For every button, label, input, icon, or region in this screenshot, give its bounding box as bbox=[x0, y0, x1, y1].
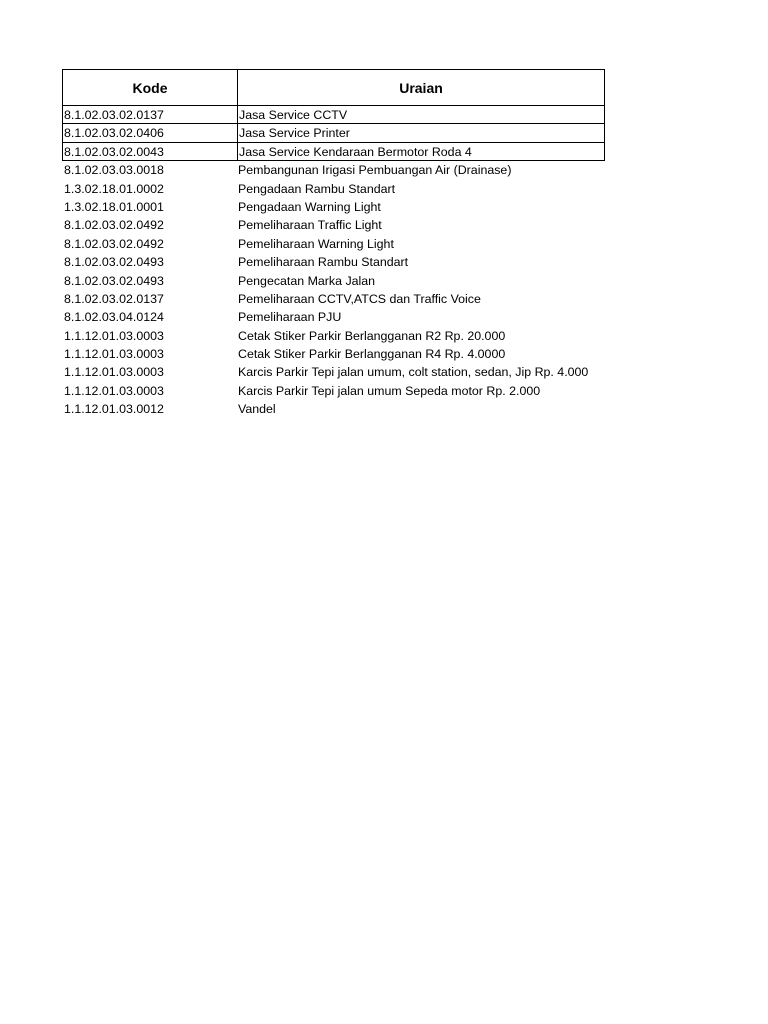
table-row bbox=[62, 106, 605, 124]
table-row bbox=[62, 327, 605, 345]
cell-kode[interactable]: 8.1.02.03.02.0492 bbox=[64, 218, 164, 233]
cell-kode[interactable]: 8.1.02.03.02.0492 bbox=[64, 236, 164, 251]
cell-kode[interactable]: 8.1.02.03.02.0137 bbox=[63, 106, 238, 123]
cell-kode[interactable]: 8.1.02.03.03.0018 bbox=[64, 163, 164, 178]
cell-kode[interactable]: 1.3.02.18.01.0001 bbox=[64, 199, 164, 214]
table-row bbox=[62, 180, 605, 198]
table-row bbox=[62, 382, 605, 400]
cell-kode[interactable]: 8.1.02.03.02.0493 bbox=[64, 255, 164, 270]
cell-uraian[interactable]: Jasa Service CCTV bbox=[239, 108, 348, 122]
cell-kode[interactable]: 8.1.02.03.02.0043 bbox=[63, 143, 238, 160]
cell-kode[interactable]: 1.1.12.01.03.0003 bbox=[64, 347, 164, 362]
cell-uraian[interactable]: Pemeliharaan PJU bbox=[238, 310, 342, 325]
cell-uraian[interactable]: Cetak Stiker Parkir Berlangganan R4 Rp. 4.0000 bbox=[238, 347, 506, 362]
cell-kode[interactable]: 1.1.12.01.03.0003 bbox=[64, 365, 164, 380]
cell-uraian[interactable]: Pemeliharaan Traffic Light bbox=[238, 218, 382, 233]
cell-uraian[interactable]: Pengadaan Rambu Standart bbox=[238, 181, 396, 196]
table-row bbox=[62, 143, 605, 161]
cell-uraian[interactable]: Pembangunan Irigasi Pembuangan Air (Drainase) bbox=[238, 163, 512, 178]
cell-uraian[interactable]: Jasa Service Printer bbox=[239, 126, 350, 141]
table-row bbox=[62, 161, 605, 179]
cell-uraian[interactable]: Karcis Parkir Tepi jalan umum Sepeda motor Rp. 2.000 bbox=[238, 383, 541, 398]
cell-uraian[interactable]: Jasa Service Kendaraan Bermotor Roda 4 bbox=[239, 144, 472, 159]
table-row bbox=[62, 216, 605, 234]
table-row bbox=[62, 272, 605, 290]
table-row bbox=[62, 253, 605, 271]
cell-uraian[interactable]: Cetak Stiker Parkir Berlangganan R2 Rp. 20.000 bbox=[238, 328, 506, 343]
cell-uraian[interactable]: Pemeliharaan Rambu Standart bbox=[238, 255, 409, 270]
spreadsheet-table bbox=[62, 69, 605, 419]
cell-kode[interactable]: 8.1.02.03.02.0406 bbox=[63, 124, 238, 141]
cell-uraian[interactable]: Pengecatan Marka Jalan bbox=[238, 273, 376, 288]
table-row bbox=[62, 124, 605, 142]
cell-kode[interactable]: 8.1.02.03.02.0493 bbox=[64, 273, 164, 288]
cell-kode[interactable]: 8.1.02.03.02.0137 bbox=[64, 291, 164, 306]
cell-uraian[interactable]: Pemeliharaan CCTV,ATCS dan Traffic Voice bbox=[238, 291, 481, 306]
cell-uraian[interactable]: Karcis Parkir Tepi jalan umum, colt station, sedan, Jip Rp. 4.000 bbox=[238, 365, 589, 380]
cell-kode[interactable]: 1.1.12.01.03.0003 bbox=[64, 328, 164, 343]
table-row bbox=[62, 363, 605, 381]
cell-uraian[interactable]: Pemeliharaan Warning Light bbox=[238, 236, 394, 251]
cell-uraian[interactable]: Vandel bbox=[238, 402, 276, 417]
table-row bbox=[62, 290, 605, 308]
cell-kode[interactable]: 8.1.02.03.04.0124 bbox=[64, 310, 164, 325]
table-row bbox=[62, 198, 605, 216]
table-row bbox=[62, 235, 605, 253]
header-uraian[interactable]: Uraian bbox=[399, 79, 443, 96]
cell-kode[interactable]: 1.1.12.01.03.0012 bbox=[64, 402, 164, 417]
cell-kode[interactable]: 1.3.02.18.01.0002 bbox=[64, 181, 164, 196]
header-kode[interactable]: Kode bbox=[63, 70, 238, 105]
cell-uraian[interactable]: Pengadaan Warning Light bbox=[238, 199, 381, 214]
cell-kode[interactable]: 1.1.12.01.03.0003 bbox=[64, 383, 164, 398]
table-header bbox=[62, 69, 605, 106]
table-row bbox=[62, 400, 605, 418]
table-body bbox=[62, 106, 605, 419]
table-row bbox=[62, 308, 605, 326]
table-row bbox=[62, 345, 605, 363]
